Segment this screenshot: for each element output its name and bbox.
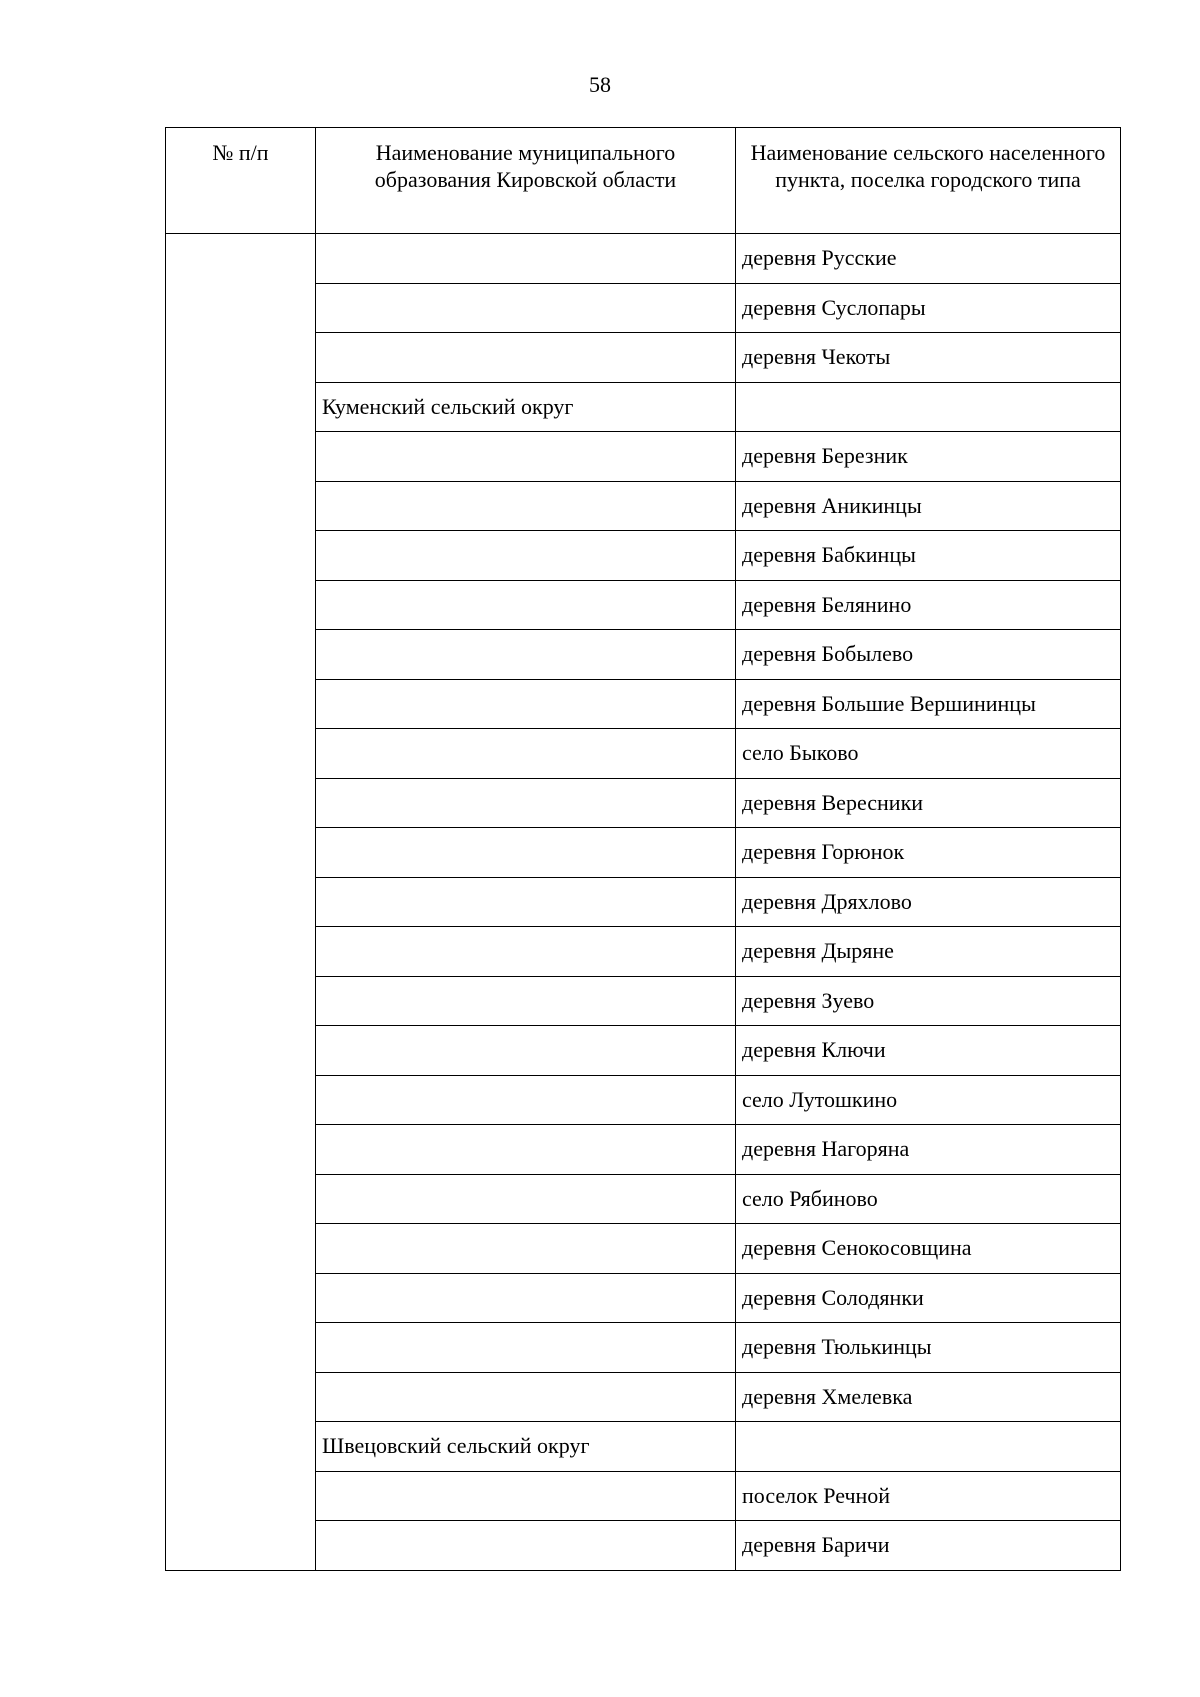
settlement-cell (736, 1422, 1121, 1472)
municipality-cell (316, 1174, 736, 1224)
settlement-cell: деревня Бобылево (736, 630, 1121, 680)
municipality-cell: Швецовский сельский округ (316, 1422, 736, 1472)
municipality-cell (316, 1323, 736, 1373)
settlement-cell: деревня Русские (736, 234, 1121, 284)
municipality-cell (316, 531, 736, 581)
table-header-row (166, 128, 1121, 234)
settlement-cell: село Рябиново (736, 1174, 1121, 1224)
header-settlement: Наименование сельского населенного пункта, поселка городского типа (736, 128, 1121, 234)
municipality-cell (316, 1273, 736, 1323)
table-body (166, 234, 1121, 1571)
settlement-cell: деревня Аникинцы (736, 481, 1121, 531)
municipality-cell (316, 1125, 736, 1175)
municipality-cell (316, 927, 736, 977)
municipality-cell (316, 778, 736, 828)
settlement-cell: деревня Белянино (736, 580, 1121, 630)
settlement-cell: деревня Суслопары (736, 283, 1121, 333)
municipality-cell (316, 432, 736, 482)
municipality-cell (316, 828, 736, 878)
number-cell (166, 234, 316, 1571)
settlements-table (165, 127, 1121, 1571)
settlement-cell: деревня Чекоты (736, 333, 1121, 383)
settlement-cell: деревня Дряхлово (736, 877, 1121, 927)
municipality-cell (316, 1372, 736, 1422)
settlement-cell: село Быково (736, 729, 1121, 779)
municipality-cell (316, 283, 736, 333)
municipality-cell (316, 234, 736, 284)
settlement-cell: деревня Тюлькинцы (736, 1323, 1121, 1373)
municipality-cell (316, 976, 736, 1026)
municipality-cell (316, 1075, 736, 1125)
municipality-cell (316, 630, 736, 680)
settlement-cell: деревня Бабкинцы (736, 531, 1121, 581)
municipality-cell (316, 729, 736, 779)
settlement-cell: поселок Речной (736, 1471, 1121, 1521)
municipality-cell (316, 481, 736, 531)
header-number: № п/п (166, 128, 316, 234)
settlement-cell: деревня Баричи (736, 1521, 1121, 1571)
page-number: 58 (589, 72, 611, 97)
settlement-cell: деревня Березник (736, 432, 1121, 482)
settlement-cell (736, 382, 1121, 432)
settlement-cell: деревня Горюнок (736, 828, 1121, 878)
settlement-cell: деревня Вересники (736, 778, 1121, 828)
settlement-cell: деревня Сенокосовщина (736, 1224, 1121, 1274)
municipality-cell (316, 1026, 736, 1076)
municipality-cell (316, 580, 736, 630)
settlement-cell: деревня Большие Вершининцы (736, 679, 1121, 729)
settlement-cell: деревня Дыряне (736, 927, 1121, 977)
settlement-cell: деревня Ключи (736, 1026, 1121, 1076)
municipality-cell (316, 1224, 736, 1274)
municipality-cell (316, 679, 736, 729)
settlement-cell: деревня Зуево (736, 976, 1121, 1026)
municipality-cell (316, 1471, 736, 1521)
header-municipality: Наименование муниципального образования Кировской области (316, 128, 736, 234)
municipality-cell: Куменский сельский округ (316, 382, 736, 432)
settlement-cell: село Лутошкино (736, 1075, 1121, 1125)
settlement-cell: деревня Солодянки (736, 1273, 1121, 1323)
municipality-cell (316, 877, 736, 927)
settlement-cell: деревня Нагоряна (736, 1125, 1121, 1175)
municipality-cell (316, 1521, 736, 1571)
settlement-cell: деревня Хмелевка (736, 1372, 1121, 1422)
municipality-cell (316, 333, 736, 383)
table-row (166, 234, 1121, 284)
